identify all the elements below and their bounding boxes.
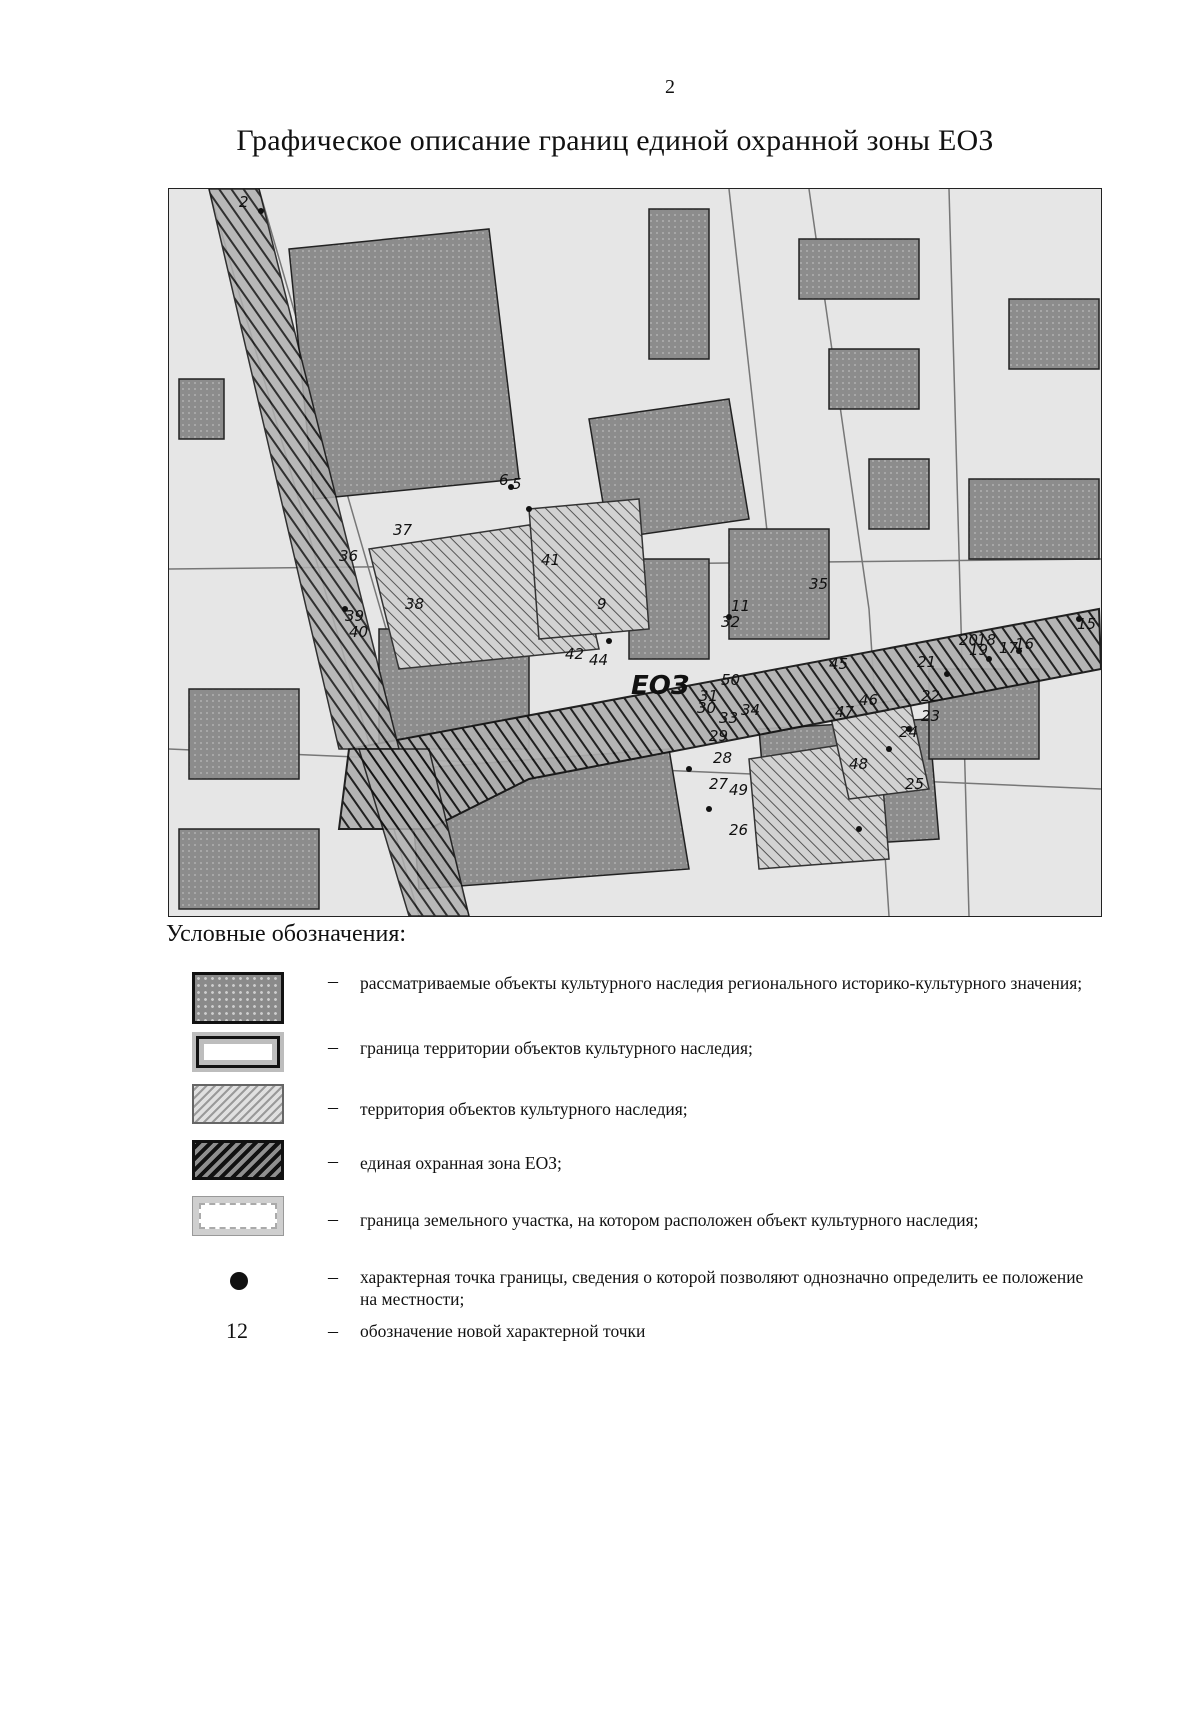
- legend-text: единая охранная зона ЕОЗ;: [360, 1153, 562, 1173]
- point-label: 37: [393, 521, 413, 539]
- legend-text: граница территории объектов культурного наследия;: [360, 1038, 753, 1058]
- legend-dash: –: [328, 1096, 338, 1118]
- legend-dash: –: [328, 970, 338, 992]
- point-label: 5: [512, 475, 522, 493]
- point-label: 19: [969, 641, 989, 659]
- point-label: 26: [729, 821, 749, 839]
- eoz-map-label: ЕОЗ: [631, 671, 690, 701]
- point-label: 6: [499, 471, 509, 489]
- point-label: 27: [709, 775, 729, 793]
- point-label: 25: [905, 775, 925, 793]
- territory-hatch-swatch: [192, 1084, 284, 1124]
- point-label: 11: [731, 597, 751, 615]
- point-label: 40: [349, 623, 369, 641]
- point-label: 29: [709, 727, 729, 745]
- territory-border-swatch: [192, 1032, 284, 1072]
- point-label: 47: [835, 703, 855, 721]
- point-label: 15: [1077, 615, 1097, 633]
- legend-text: обозначение новой характерной точки: [360, 1321, 646, 1341]
- legend-text: характерная точка границы, сведения о которой позволяют однозначно определить ее положение на местности;: [360, 1267, 1084, 1309]
- point-label: 9: [597, 595, 607, 613]
- new-point-number-sample: 12: [226, 1318, 248, 1343]
- point-label: 44: [589, 651, 609, 669]
- point-label: 34: [741, 701, 761, 719]
- page-title: Графическое описание границ единой охранной зоны ЕОЗ: [236, 124, 994, 157]
- site-plan-map: [168, 188, 1102, 917]
- legend-text: территория объектов культурного наследия;: [360, 1099, 688, 1119]
- legend-dash: –: [328, 1036, 338, 1058]
- point-label: 33: [719, 709, 739, 727]
- point-label: 45: [829, 655, 849, 673]
- point-label: 42: [565, 645, 585, 663]
- legend-text: рассматриваемые объекты культурного наследия регионального историко-культурного значения;: [360, 973, 1083, 993]
- point-label: 24: [899, 723, 919, 741]
- point-label: 39: [345, 607, 365, 625]
- legend-text: граница земельного участка, на котором расположен объект культурного наследия;: [360, 1210, 979, 1230]
- point-label: 16: [1015, 635, 1035, 653]
- heritage-object-swatch: [192, 972, 284, 1024]
- point-label: 21: [917, 653, 937, 671]
- point-label: 2: [239, 193, 249, 211]
- page-number: 2: [665, 76, 675, 98]
- legend-dash: –: [328, 1208, 338, 1230]
- point-label: 50: [721, 671, 741, 689]
- legend-dash: –: [328, 1266, 338, 1288]
- map-drawing: [169, 189, 1101, 916]
- protection-zone-swatch: [192, 1140, 284, 1180]
- point-label: 17: [999, 639, 1019, 657]
- point-label: 48: [849, 755, 869, 773]
- point-label: 41: [541, 551, 561, 569]
- point-label: 31: [699, 687, 719, 705]
- point-label: 18: [977, 631, 997, 649]
- point-label: 46: [859, 691, 879, 709]
- point-label: 36: [339, 547, 359, 565]
- point-label: 30: [697, 699, 717, 717]
- boundary-point-dot-icon: [230, 1272, 248, 1290]
- legend-dash: –: [328, 1150, 338, 1172]
- land-plot-border-swatch: [192, 1196, 284, 1236]
- legend-dash: –: [328, 1320, 338, 1342]
- point-label: 23: [921, 707, 941, 725]
- point-label: 32: [721, 613, 741, 631]
- legend-title: Условные обозначения:: [166, 921, 407, 947]
- point-label: 49: [729, 781, 749, 799]
- point-label: 28: [713, 749, 733, 767]
- point-label: 20: [959, 631, 979, 649]
- point-label: 35: [809, 575, 829, 593]
- point-label: 22: [921, 687, 941, 705]
- point-label: 38: [405, 595, 425, 613]
